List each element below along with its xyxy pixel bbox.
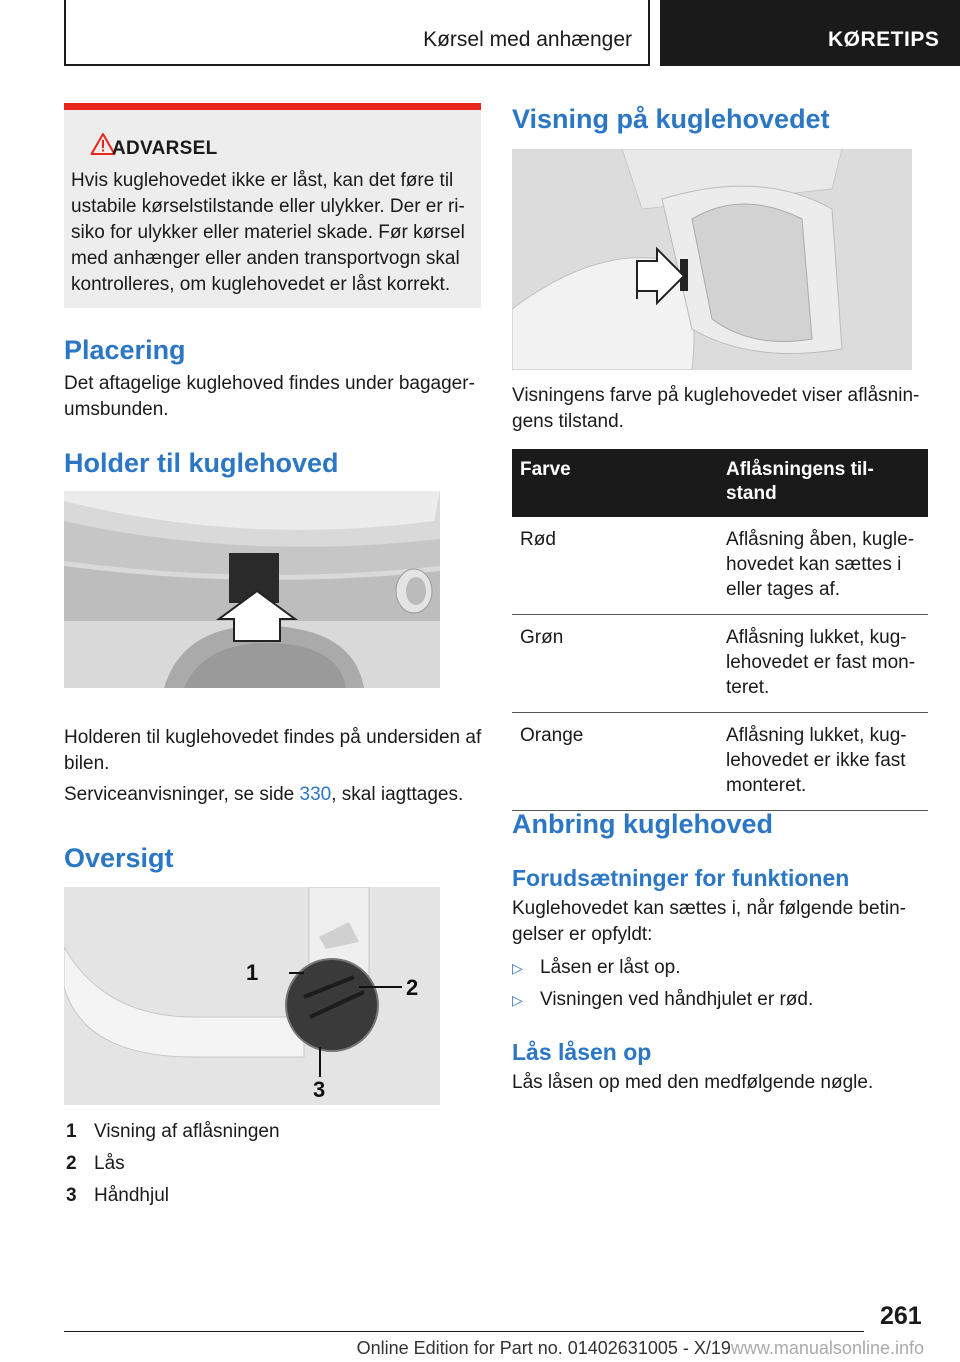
table-cell: Rød: [512, 517, 718, 615]
condition-list: [512, 957, 932, 1017]
placering-heading: Placering: [64, 335, 186, 365]
table-row: [512, 713, 928, 811]
legend-label: Håndhjul: [94, 1185, 169, 1206]
table-header-row: [512, 449, 928, 517]
list-item-text: Visningen ved håndhjulet er rød.: [540, 989, 814, 1010]
laas-op-heading: Lås låsen op: [512, 1039, 652, 1065]
legend-num: 3: [66, 1185, 77, 1206]
legend-label: Lås: [94, 1153, 125, 1174]
table-header-cell: Aflåsningens til-stand: [718, 449, 928, 517]
footer-divider: [64, 1331, 864, 1332]
holder-service-text: [64, 782, 484, 808]
forudsaetninger-heading: Forudsætninger for funktionen: [512, 865, 850, 891]
warning-text: Hvis kuglehovedet ikke er låst, kan det føre til ustabile kørselstilstande eller ulykker. Der er ri-siko for ulykker eller materiel skade. Før kørsel med anhænger eller anden transportvogn skal kontrolleres, om kuglehovedet er låst korrekt.: [71, 170, 465, 295]
visning-illustration: [512, 149, 912, 370]
table-cell: Aflåsning åben, kugle-hovedet kan sættes i eller tages af.: [718, 517, 928, 615]
service-text-prefix: Serviceanvisninger, se side: [64, 784, 300, 805]
legend-num: 1: [66, 1121, 77, 1142]
table-header-cell: Farve: [512, 449, 718, 517]
callout-1: 1: [246, 960, 259, 985]
list-item: [512, 989, 813, 1011]
list-item: [512, 957, 680, 979]
lock-status-table: [512, 449, 928, 811]
header-chapter-tab: [660, 0, 960, 66]
callout-3: 3: [313, 1077, 326, 1102]
page-link-330[interactable]: 330: [299, 784, 332, 805]
oversigt-illustration: [64, 887, 440, 1105]
forudsaetninger-text: Kuglehovedet kan sættes i, når følgende betin-gelser er opfyldt:: [512, 898, 906, 945]
table-row: [512, 517, 928, 615]
laas-op-text: Lås låsen op med den medfølgende nøgle.: [512, 1072, 874, 1093]
placering-text: Det aftagelige kuglehoved findes under bagager-umsbunden.: [64, 373, 475, 420]
callout-2: 2: [406, 975, 419, 1000]
table-cell: Orange: [512, 713, 718, 811]
footer-edition: Online Edition for Part no. 01402631005 - X/19: [356, 1338, 731, 1358]
holder-text: Holderen til kuglehovedet findes på undersiden af bilen.: [64, 727, 482, 774]
legend-num: 2: [66, 1153, 77, 1174]
header-section-box: [64, 0, 650, 66]
list-item-text: Låsen er låst op.: [540, 957, 681, 978]
legend-label: Visning af aflåsningen: [94, 1121, 280, 1142]
table-row: [512, 615, 928, 713]
table-cell: Aflåsning lukket, kug-lehovedet er ikke fast monteret.: [718, 713, 928, 811]
table-cell: Aflåsning lukket, kug-lehovedet er fast mon-teret.: [718, 615, 928, 713]
anbring-heading: Anbring kuglehoved: [512, 809, 774, 839]
header-chapter-title: KØRETIPS: [828, 28, 940, 51]
oversigt-legend: [64, 1121, 394, 1211]
footer-brand-link[interactable]: www.manualsonline.info: [730, 1338, 924, 1358]
warning-title: ADVARSEL: [112, 138, 218, 159]
warning-box: [64, 103, 481, 308]
triangle-bullet-icon: ▷: [512, 992, 523, 1008]
triangle-bullet-icon: ▷: [512, 960, 523, 976]
visning-heading: Visning på kuglehovedet: [512, 104, 830, 134]
service-text-suffix: , skal iagttages.: [331, 784, 464, 805]
oversigt-heading: Oversigt: [64, 843, 174, 873]
visning-text: Visningens farve på kuglehovedet viser aflåsnin-gens tilstand.: [512, 385, 920, 432]
header-section-title: Kørsel med anhænger: [423, 28, 632, 51]
table-cell: Grøn: [512, 615, 718, 713]
page-number: 261: [880, 1302, 922, 1330]
footer: [0, 1338, 924, 1359]
holder-illustration: [64, 491, 440, 688]
holder-heading: Holder til kuglehoved: [64, 448, 339, 478]
